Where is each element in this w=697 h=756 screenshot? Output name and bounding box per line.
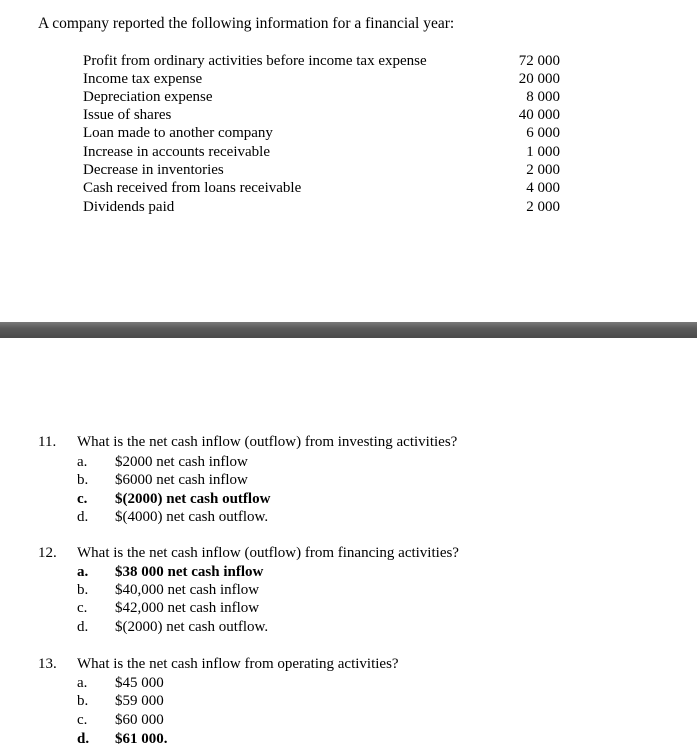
item-label: Profit from ordinary activities before income tax expense bbox=[83, 53, 427, 69]
option-text: $42,000 net cash inflow bbox=[115, 600, 260, 616]
option-text: $59 000 bbox=[115, 693, 164, 709]
question-text: What is the net cash inflow from operating activities? bbox=[77, 656, 399, 672]
option-text: $6000 net cash inflow bbox=[115, 472, 248, 488]
item-label: Loan made to another company bbox=[83, 125, 273, 141]
option-letter: a. bbox=[77, 564, 89, 580]
option-text-answer: $38 000 net cash inflow bbox=[115, 564, 264, 580]
option-letter: b. bbox=[77, 693, 89, 709]
item-value: 4 000 bbox=[526, 180, 560, 196]
item-label: Cash received from loans receivable bbox=[83, 180, 302, 196]
option-text: $40,000 net cash inflow bbox=[115, 582, 260, 598]
option-text-answer: $(2000) net cash outflow bbox=[115, 491, 271, 507]
option-letter: d. bbox=[77, 619, 89, 635]
item-label: Decrease in inventories bbox=[83, 162, 224, 178]
item-value: 2 000 bbox=[526, 162, 560, 178]
page-divider bbox=[0, 322, 697, 338]
item-value: 8 000 bbox=[526, 89, 560, 105]
option-letter: c. bbox=[77, 712, 88, 728]
option-text: $2000 net cash inflow bbox=[115, 454, 248, 470]
question-text: What is the net cash inflow (outflow) from financing activities? bbox=[77, 545, 459, 561]
option-letter: c. bbox=[77, 491, 88, 507]
option-text: $45 000 bbox=[115, 675, 164, 691]
option-letter: b. bbox=[77, 582, 89, 598]
item-label: Income tax expense bbox=[83, 71, 203, 87]
item-label: Dividends paid bbox=[83, 199, 175, 215]
question-text: What is the net cash inflow (outflow) from investing activities? bbox=[77, 434, 458, 450]
option-text: $(4000) net cash outflow. bbox=[115, 509, 269, 525]
option-letter: a. bbox=[77, 675, 88, 691]
item-value: 6 000 bbox=[526, 125, 560, 141]
question-number: 13. bbox=[38, 656, 57, 672]
option-letter: a. bbox=[77, 454, 88, 470]
option-text: $60 000 bbox=[115, 712, 164, 728]
option-letter: b. bbox=[77, 472, 89, 488]
option-letter: c. bbox=[77, 600, 88, 616]
option-text-answer: $61 000. bbox=[115, 731, 168, 747]
item-value: 2 000 bbox=[526, 199, 560, 215]
intro-text: A company reported the following information for a financial year: bbox=[38, 15, 455, 32]
option-text: $(2000) net cash outflow. bbox=[115, 619, 269, 635]
question-number: 11. bbox=[38, 434, 57, 450]
question-number: 12. bbox=[38, 545, 57, 561]
item-label: Depreciation expense bbox=[83, 89, 213, 105]
item-value: 20 000 bbox=[518, 71, 560, 87]
option-letter: d. bbox=[77, 731, 90, 747]
item-value: 72 000 bbox=[518, 53, 560, 69]
item-value: 1 000 bbox=[526, 144, 560, 160]
item-value: 40 000 bbox=[518, 107, 560, 123]
item-label: Increase in accounts receivable bbox=[83, 144, 270, 160]
item-label: Issue of shares bbox=[83, 107, 172, 123]
option-letter: d. bbox=[77, 509, 89, 525]
